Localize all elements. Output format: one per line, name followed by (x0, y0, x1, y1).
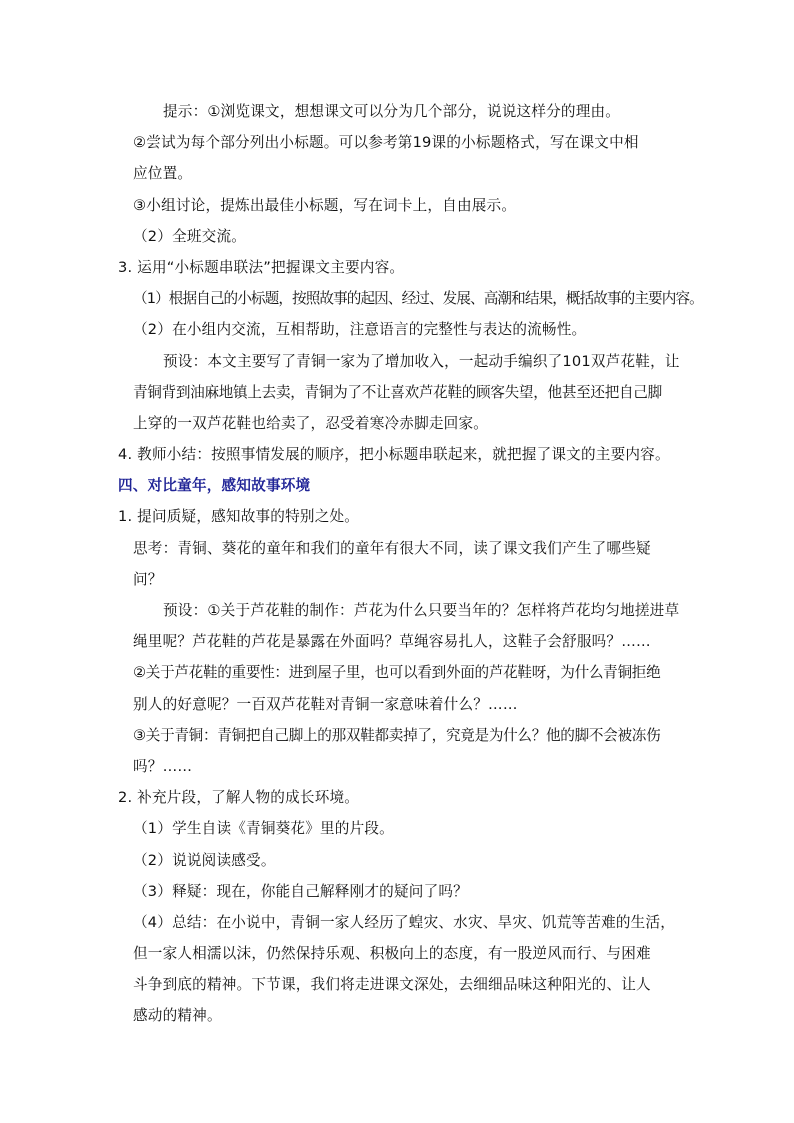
text-line: （3）释疑：现在，你能自己解释刚才的疑问了吗？ (133, 882, 468, 900)
preset-line: 预设：本文主要写了青铜一家为了增加收入，一起动手编织了101双芦花鞋，让 (163, 352, 680, 370)
text-line: 吗？…… (133, 757, 193, 775)
section-heading: 四、对比童年，感知故事环境 (118, 477, 311, 495)
text-line: 绳里呢？芦花鞋的芦花是暴露在外面吗？草绳容易扎人，这鞋子会舒服吗？…… (133, 633, 651, 651)
text-line: ③小组讨论，提炼出最佳小标题，写在词卡上，自由展示。 (133, 196, 517, 214)
text-line: 应位置。 (133, 165, 193, 183)
text-line: 感动的精神。 (133, 1007, 222, 1025)
text-line: （2）在小组内交流，互相帮助，注意语言的完整性与表达的流畅性。 (133, 321, 587, 339)
numbered-item: 1. 提问质疑，感知故事的特别之处。 (118, 508, 360, 526)
text-line: ③关于青铜：青铜把自己脚上的那双鞋都卖掉了，究竟是为什么？他的脚不会被冻伤 (133, 726, 661, 744)
text-line: 思考：青铜、葵花的童年和我们的童年有很大不同，读了课文我们产生了哪些疑 (133, 539, 651, 557)
text-line: （4）总结：在小说中，青铜一家人经历了蝗灾、水灾、旱灾、饥荒等苦难的生活， (133, 913, 676, 931)
text-line: （1）学生自读《青铜葵花》里的片段。 (133, 820, 394, 838)
text-line: ②尝试为每个部分列出小标题。可以参考第19课的小标题格式，写在课文中相 (133, 134, 639, 152)
text-line: 别人的好意呢？一百双芦花鞋对青铜一家意味着什么？…… (133, 695, 518, 713)
text-line: 青铜背到油麻地镇上去卖，青铜为了不让喜欢芦花鞋的顾客失望，他甚至还把自己脚 (133, 383, 662, 401)
preset-line: 预设：①关于芦花鞋的制作：芦花为什么只要当年的？怎样将芦花均匀地搓进草 (163, 602, 680, 619)
numbered-item: 4. 教师小结：按照事情发展的顺序，把小标题串联起来，就把握了课文的主要内容。 (118, 446, 670, 464)
document-page (0, 96, 794, 1032)
text-line: ②关于芦花鞋的重要性：进到屋子里，也可以看到外面的芦花鞋呀，为什么青铜拒绝 (133, 664, 661, 682)
text-line: 斗争到底的精神。下节课，我们将走进课文深处，去细细品味这种阳光的、让人 (133, 976, 651, 994)
text-line: （2）全班交流。 (133, 227, 247, 245)
text-line: 问？ (133, 570, 163, 588)
numbered-item: 2. 补充片段，了解人物的成长环境。 (118, 789, 360, 807)
numbered-item: 3. 运用“小标题串联法”把握课文主要内容。 (118, 258, 405, 276)
hint-line: 提示：①浏览课文，想想课文可以分为几个部分，说说这样分的理由。 (163, 103, 621, 120)
text-line: （1）根据自己的小标题，按照故事的起因、经过、发展、高潮和结果，概括故事的主要内容。 (133, 290, 703, 308)
text-line: （2）说说阅读感受。 (133, 851, 276, 869)
text-line: 但一家人相濡以沫，仍然保持乐观、积极向上的态度，有一股逆风而行、与困难 (133, 945, 651, 963)
text-line: 上穿的一双芦花鞋也给卖了，忍受着寒冷赤脚走回家。 (133, 414, 489, 432)
